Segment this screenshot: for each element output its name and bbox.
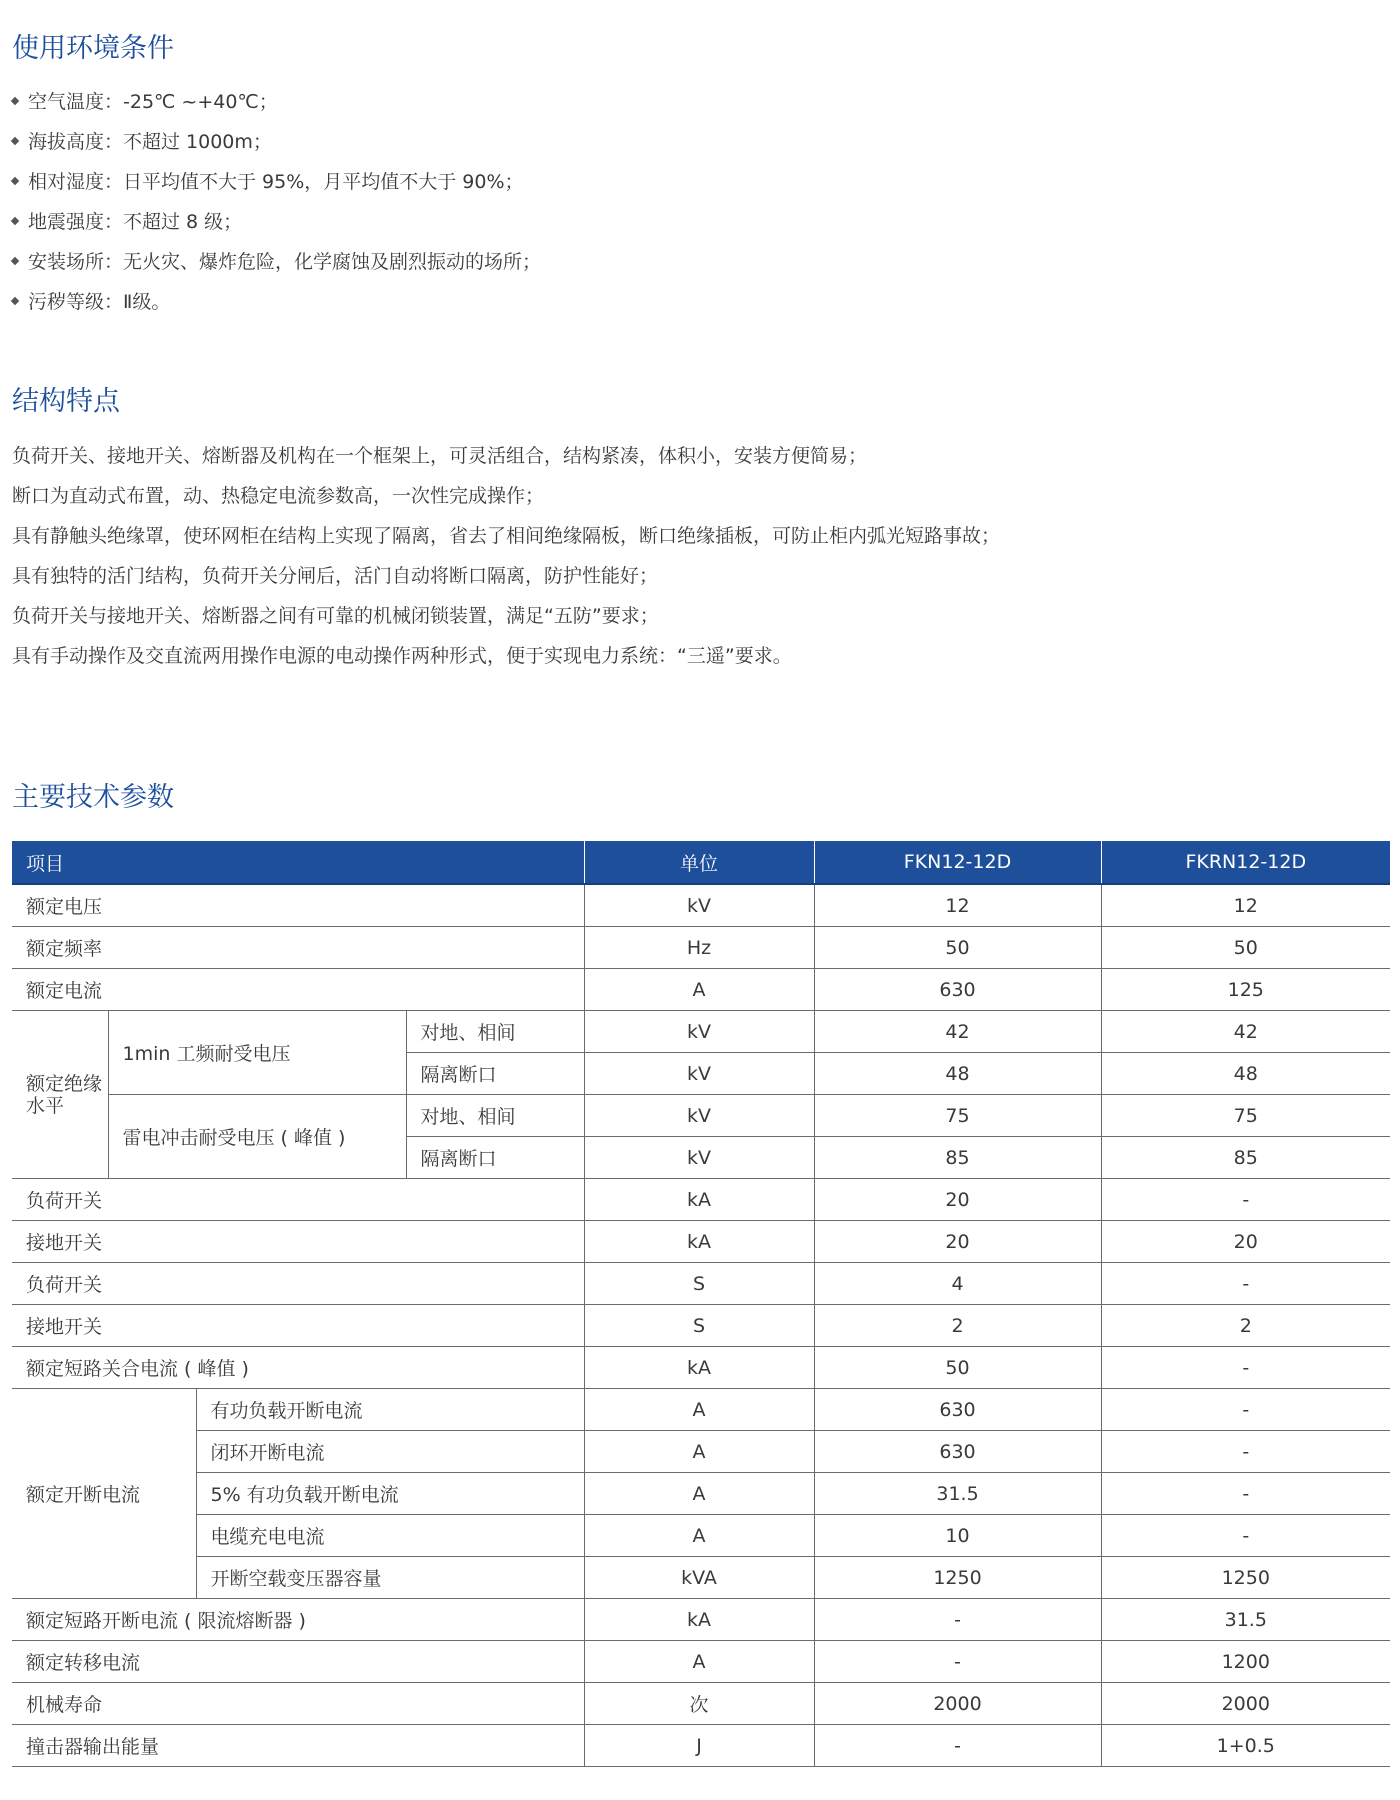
- list-item: 海拔高度：不超过 1000m；: [12, 122, 541, 162]
- specs-section-title: 主要技术参数: [12, 782, 174, 813]
- list-item: 具有独特的活门结构，负荷开关分闸后，活门自动将断口隔离，防护性能好；: [12, 565, 659, 587]
- list-item: 具有手动操作及交直流两用操作电源的电动操作两种形式，便于实现电力系统：“三遥”要求。: [12, 645, 792, 667]
- row-label: 隔离断口: [406, 1137, 584, 1179]
- unit-cell: A: [584, 1389, 814, 1431]
- list-item: 负荷开关与接地开关、熔断器之间有可靠的机械闭锁装置，满足“五防”要求；: [12, 605, 659, 627]
- row-label: 闭环开断电流: [196, 1431, 584, 1473]
- value-cell: 20: [814, 1179, 1101, 1221]
- table-row: [12, 1725, 1390, 1767]
- column-header-unit: 单位: [584, 841, 814, 884]
- features-list: [12, 436, 1000, 676]
- unit-cell: A: [584, 1515, 814, 1557]
- unit-cell: kA: [584, 1221, 814, 1263]
- diamond-bullet-icon: [11, 96, 19, 104]
- value-cell: 12: [814, 884, 1101, 927]
- value-cell: 48: [814, 1053, 1101, 1095]
- table-row: [12, 1641, 1390, 1683]
- insulation-group-label: 额定绝缘水平: [12, 1011, 108, 1179]
- unit-cell: kA: [584, 1179, 814, 1221]
- table-row: [12, 1179, 1390, 1221]
- value-cell: 1250: [814, 1557, 1101, 1599]
- diamond-bullet-icon: [11, 296, 19, 304]
- table-row: [12, 1431, 1390, 1473]
- diamond-bullet-icon: [11, 176, 19, 184]
- list-item: 污秽等级：Ⅱ级。: [12, 282, 541, 322]
- row-label: 隔离断口: [406, 1053, 584, 1095]
- table-row: [12, 969, 1390, 1011]
- unit-cell: kV: [584, 884, 814, 927]
- table-row: [12, 1683, 1390, 1725]
- features-section-title: 结构特点: [12, 386, 120, 417]
- row-label: 额定电流: [12, 969, 584, 1011]
- list-item: 具有静触头绝缘罩，使环网柜在结构上实现了隔离，省去了相间绝缘隔板，断口绝缘插板，可防止柜内弧光短路事故；: [12, 525, 1001, 547]
- value-cell: 75: [1101, 1095, 1390, 1137]
- row-label: 接地开关: [12, 1221, 584, 1263]
- value-cell: 50: [1101, 927, 1390, 969]
- unit-cell: S: [584, 1305, 814, 1347]
- table-row: [12, 884, 1390, 927]
- row-label: 5% 有功负载开断电流: [196, 1473, 584, 1515]
- value-cell: -: [1101, 1431, 1390, 1473]
- table-row: [12, 1221, 1390, 1263]
- table-row: [12, 1305, 1390, 1347]
- diamond-bullet-icon: [11, 256, 19, 264]
- value-cell: -: [1101, 1515, 1390, 1557]
- value-cell: 20: [814, 1221, 1101, 1263]
- value-cell: 630: [814, 1389, 1101, 1431]
- table-row: [12, 1263, 1390, 1305]
- value-cell: 42: [1101, 1011, 1390, 1053]
- row-label: 撞击器输出能量: [12, 1725, 584, 1767]
- value-cell: 75: [814, 1095, 1101, 1137]
- list-item: 断口为直动式布置，动、热稳定电流参数高，一次性完成操作；: [12, 485, 545, 507]
- env-conditions-list: [12, 82, 541, 322]
- list-item: 地震强度：不超过 8 级；: [12, 202, 541, 242]
- unit-cell: kVA: [584, 1557, 814, 1599]
- value-cell: 31.5: [814, 1473, 1101, 1515]
- unit-cell: kV: [584, 1095, 814, 1137]
- insulation-subgroup-label: 雷电冲击耐受电压 ( 峰值 ): [108, 1095, 406, 1179]
- list-item: 空气温度：-25℃ ~+40℃；: [12, 82, 541, 122]
- value-cell: -: [814, 1599, 1101, 1641]
- value-cell: 20: [1101, 1221, 1390, 1263]
- value-cell: -: [1101, 1473, 1390, 1515]
- value-cell: 10: [814, 1515, 1101, 1557]
- value-cell: 2: [814, 1305, 1101, 1347]
- value-cell: -: [1101, 1263, 1390, 1305]
- value-cell: -: [814, 1641, 1101, 1683]
- table-row: [12, 1515, 1390, 1557]
- unit-cell: kA: [584, 1599, 814, 1641]
- value-cell: 125: [1101, 969, 1390, 1011]
- value-cell: 2000: [1101, 1683, 1390, 1725]
- value-cell: 31.5: [1101, 1599, 1390, 1641]
- spec-table: [12, 841, 1390, 1767]
- env-section-title: 使用环境条件: [12, 33, 174, 64]
- row-label: 接地开关: [12, 1305, 584, 1347]
- diamond-bullet-icon: [11, 136, 19, 144]
- insulation-subgroup-label: 1min 工频耐受电压: [108, 1011, 406, 1095]
- value-cell: 50: [814, 927, 1101, 969]
- table-row: [12, 1347, 1390, 1389]
- row-label: 额定转移电流: [12, 1641, 584, 1683]
- breaking-group-label: 额定开断电流: [12, 1389, 196, 1599]
- unit-cell: kV: [584, 1137, 814, 1179]
- table-row: [12, 927, 1390, 969]
- unit-cell: kV: [584, 1011, 814, 1053]
- column-header-item: 项目: [12, 841, 584, 884]
- value-cell: 12: [1101, 884, 1390, 927]
- value-cell: 2000: [814, 1683, 1101, 1725]
- value-cell: 48: [1101, 1053, 1390, 1095]
- unit-cell: 次: [584, 1683, 814, 1725]
- table-header-row: [12, 841, 1390, 884]
- unit-cell: A: [584, 1641, 814, 1683]
- list-item: 负荷开关、接地开关、熔断器及机构在一个框架上，可灵活组合，结构紧凑，体积小，安装方便简易；: [12, 445, 868, 467]
- value-cell: -: [1101, 1347, 1390, 1389]
- row-label: 对地、相间: [406, 1095, 584, 1137]
- table-row: [12, 1557, 1390, 1599]
- row-label: 额定短路开断电流 ( 限流熔断器 ): [12, 1599, 584, 1641]
- row-label: 电缆充电电流: [196, 1515, 584, 1557]
- value-cell: -: [1101, 1389, 1390, 1431]
- row-label: 机械寿命: [12, 1683, 584, 1725]
- table-row: [12, 1011, 1390, 1053]
- row-label: 额定短路关合电流 ( 峰值 ): [12, 1347, 584, 1389]
- table-row: [12, 1599, 1390, 1641]
- list-item: 相对湿度：日平均值不大于 95%，月平均值不大于 90%；: [12, 162, 541, 202]
- unit-cell: kA: [584, 1347, 814, 1389]
- value-cell: 4: [814, 1263, 1101, 1305]
- row-label: 开断空载变压器容量: [196, 1557, 584, 1599]
- row-label: 有功负载开断电流: [196, 1389, 584, 1431]
- diamond-bullet-icon: [11, 216, 19, 224]
- unit-cell: A: [584, 1473, 814, 1515]
- list-item: 安装场所：无火灾、爆炸危险，化学腐蚀及剧烈振动的场所；: [12, 242, 541, 282]
- value-cell: -: [814, 1725, 1101, 1767]
- unit-cell: S: [584, 1263, 814, 1305]
- table-row: [12, 1473, 1390, 1515]
- value-cell: 85: [1101, 1137, 1390, 1179]
- table-row: [12, 1095, 1390, 1137]
- value-cell: 85: [814, 1137, 1101, 1179]
- value-cell: 1200: [1101, 1641, 1390, 1683]
- value-cell: 630: [814, 1431, 1101, 1473]
- value-cell: 1250: [1101, 1557, 1390, 1599]
- row-label: 额定频率: [12, 927, 584, 969]
- row-label: 对地、相间: [406, 1011, 584, 1053]
- value-cell: 1+0.5: [1101, 1725, 1390, 1767]
- column-header-fkrn12: FKRN12-12D: [1101, 841, 1390, 884]
- value-cell: -: [1101, 1179, 1390, 1221]
- row-label: 额定电压: [12, 884, 584, 927]
- unit-cell: A: [584, 1431, 814, 1473]
- unit-cell: kV: [584, 1053, 814, 1095]
- value-cell: 630: [814, 969, 1101, 1011]
- value-cell: 50: [814, 1347, 1101, 1389]
- value-cell: 42: [814, 1011, 1101, 1053]
- unit-cell: A: [584, 969, 814, 1011]
- unit-cell: J: [584, 1725, 814, 1767]
- table-row: [12, 1389, 1390, 1431]
- value-cell: 2: [1101, 1305, 1390, 1347]
- row-label: 负荷开关: [12, 1179, 584, 1221]
- column-header-fkn12: FKN12-12D: [814, 841, 1101, 884]
- unit-cell: Hz: [584, 927, 814, 969]
- row-label: 负荷开关: [12, 1263, 584, 1305]
